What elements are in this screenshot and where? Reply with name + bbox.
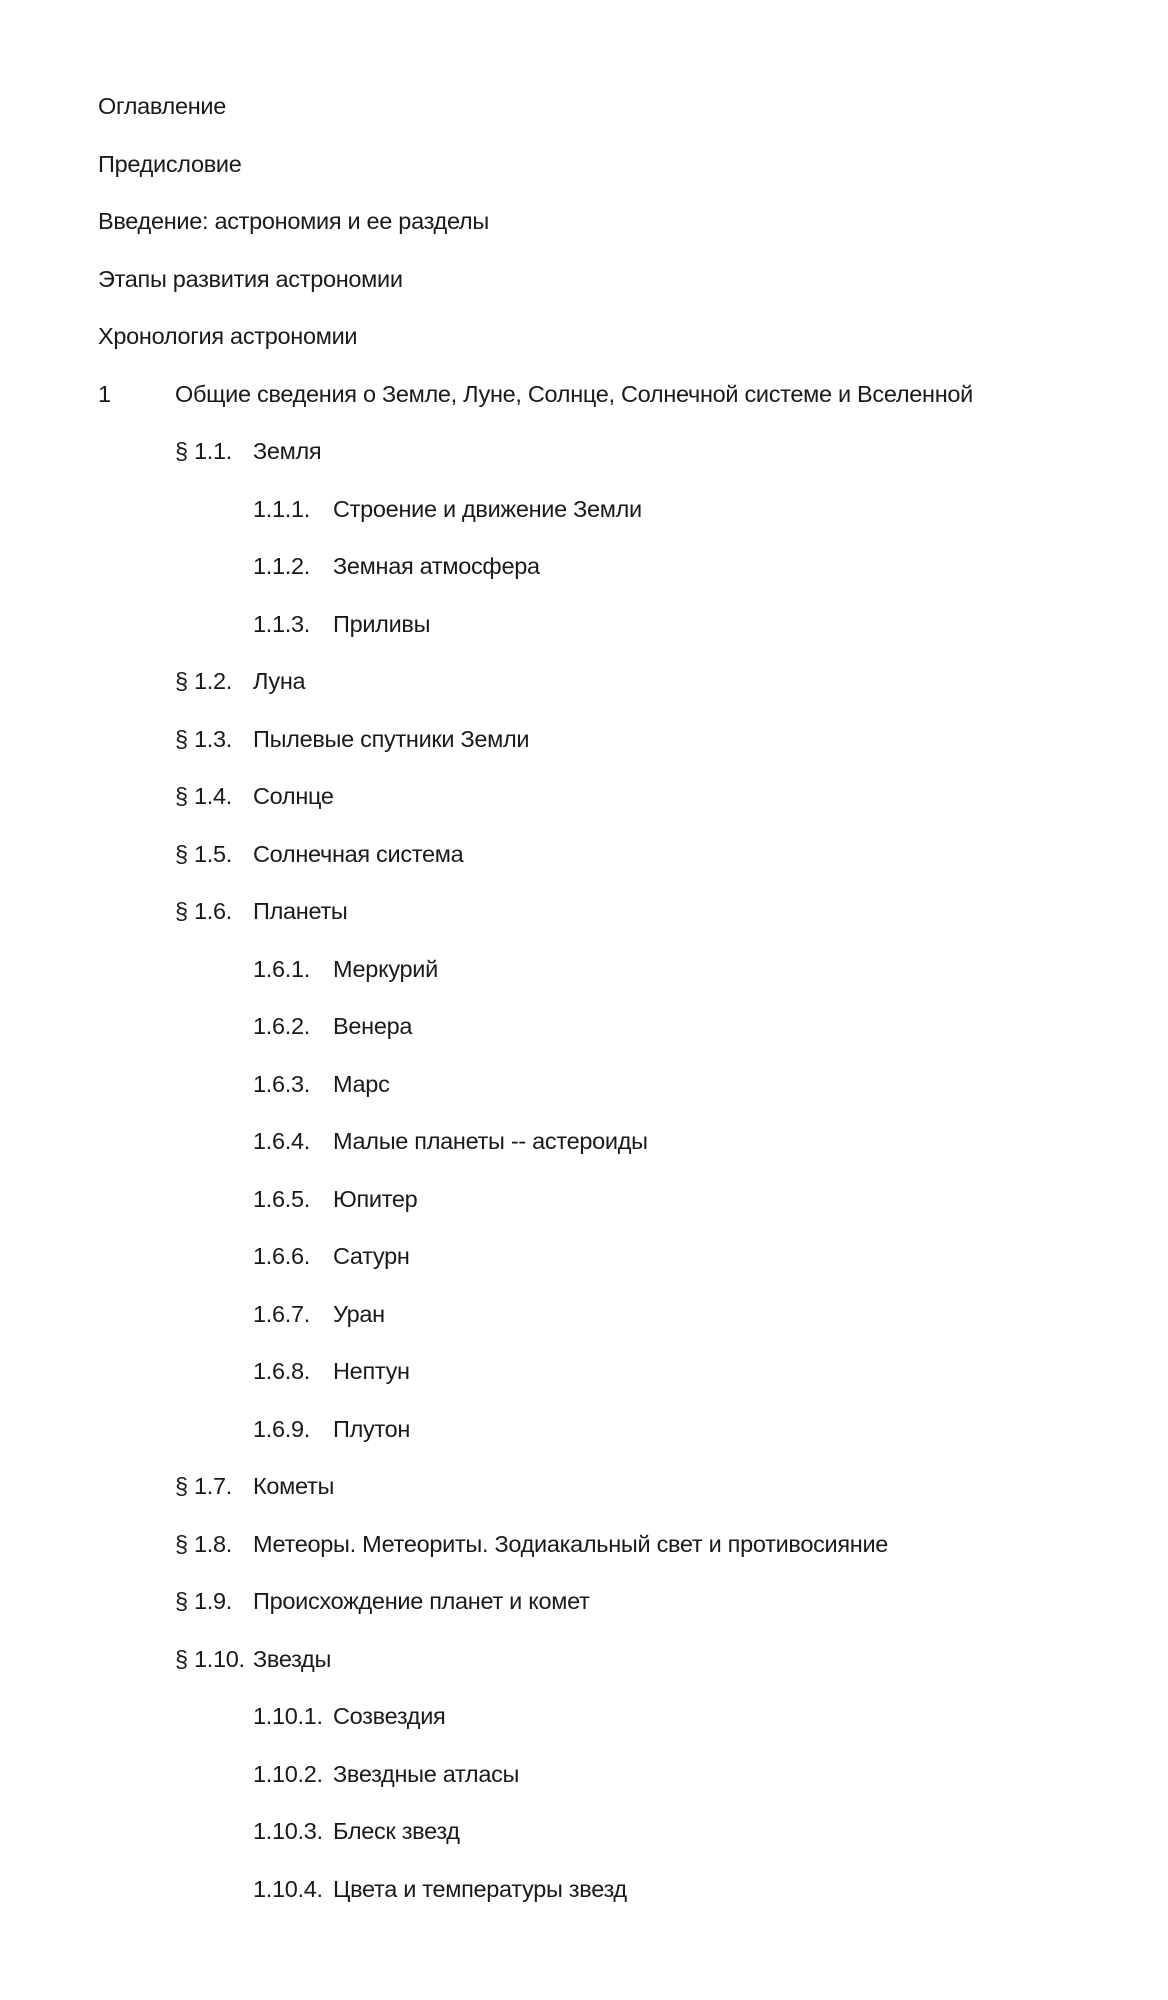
toc-entry-number: § 1.4. [175,783,232,809]
toc-entry-title: Венера [333,1013,413,1039]
toc-entry-title: Приливы [333,610,431,637]
toc-entry[interactable] [0,136,1168,194]
toc-entry-title: Звезды [253,1645,332,1672]
toc-entry-number: 1.6.8. [253,1358,310,1384]
toc-entry[interactable] [0,711,1168,769]
toc-entry-number: 1.10.1. [253,1703,323,1729]
toc-entry[interactable] [0,78,1168,136]
toc-entry-title: Солнечная система [253,840,464,867]
toc-entry[interactable] [0,366,1168,424]
toc-entry-number: § 1.9. [175,1588,232,1614]
toc-entry-title: Блеск звезд [333,1818,460,1844]
toc-entry-number: 1.10.2. [253,1760,323,1787]
toc-entry-title: Плутон [333,1415,411,1442]
toc-entry-title: Земная атмосфера [333,553,540,579]
toc-entry-number: 1.10.3. [253,1818,323,1844]
toc-entry[interactable] [0,1803,1168,1861]
toc-entry[interactable] [0,1343,1168,1401]
toc-entry-title: Луна [253,668,306,694]
toc-entry-title: Введение: астрономия и ее разделы [98,208,489,234]
toc-entry-title: Планеты [253,898,348,924]
toc-entry-number: 1.6.1. [253,955,310,982]
toc-entry[interactable] [0,941,1168,999]
toc-entry[interactable] [0,998,1168,1056]
toc-entry[interactable] [0,308,1168,366]
toc-entry-title: Земля [253,438,322,464]
toc-entry-title: Нептун [333,1358,410,1384]
toc-entry-number: § 1.6. [175,898,232,924]
toc-entry-number: § 1.3. [175,725,232,752]
toc-entry-number: 1.6.9. [253,1415,310,1442]
toc-entry-number: § 1.5. [175,840,232,867]
toc-entry-title: Оглавление [98,93,227,119]
toc-entry[interactable] [0,1573,1168,1631]
toc-entry-number: 1.1.3. [253,610,310,637]
toc-entry[interactable] [0,1286,1168,1344]
toc-entry-number: 1.6.3. [253,1070,310,1097]
toc-entry-title: Меркурий [333,955,438,982]
toc-entry-title: Сатурн [333,1243,410,1269]
toc-entry-title: Уран [333,1300,385,1327]
toc-entry-number: 1.6.2. [253,1013,310,1039]
table-of-contents [0,78,1168,1918]
toc-entry-number: 1.6.6. [253,1243,310,1269]
toc-entry[interactable] [0,768,1168,826]
toc-entry[interactable] [0,1516,1168,1574]
toc-entry-title: Общие сведения о Земле, Луне, Солнце, Солнечной системе и Вселенной [175,380,974,407]
toc-entry[interactable] [0,883,1168,941]
toc-entry-title: Хронология астрономии [98,323,358,349]
toc-entry-title: Пылевые спутники Земли [253,725,530,752]
toc-entry-number: § 1.8. [175,1530,232,1557]
toc-entry[interactable] [0,1861,1168,1919]
toc-entry[interactable] [0,193,1168,251]
toc-entry[interactable] [0,596,1168,654]
toc-entry-number: 1.6.4. [253,1128,310,1154]
toc-entry[interactable] [0,1688,1168,1746]
toc-entry[interactable] [0,1458,1168,1516]
toc-entry-title: Малые планеты -- астероиды [333,1128,648,1154]
toc-entry[interactable] [0,1113,1168,1171]
toc-entry[interactable] [0,538,1168,596]
toc-entry[interactable] [0,481,1168,539]
toc-entry-title: Происхождение планет и комет [253,1588,590,1614]
toc-entry-number: 1 [98,380,111,407]
toc-entry-title: Кометы [253,1473,335,1499]
toc-entry-title: Звездные атласы [333,1760,520,1787]
toc-entry-number: 1.1.2. [253,553,310,579]
toc-entry-number: § 1.2. [175,668,232,694]
toc-entry-title: Марс [333,1070,390,1097]
toc-entry-title: Юпитер [333,1185,418,1212]
toc-entry-number: § 1.10. [175,1645,245,1672]
toc-entry-number: 1.1.1. [253,495,310,522]
toc-entry[interactable] [0,1171,1168,1229]
toc-entry-number: § 1.1. [175,438,232,464]
toc-entry[interactable] [0,423,1168,481]
toc-entry-title: Солнце [253,783,334,809]
toc-entry-title: Цвета и температуры звезд [333,1875,627,1902]
toc-entry[interactable] [0,251,1168,309]
toc-entry[interactable] [0,1401,1168,1459]
toc-entry[interactable] [0,1746,1168,1804]
toc-entry-title: Предисловие [98,150,242,177]
toc-entry-number: 1.6.7. [253,1300,310,1327]
toc-entry-title: Строение и движение Земли [333,495,642,522]
toc-entry[interactable] [0,1631,1168,1689]
toc-entry-number: § 1.7. [175,1473,232,1499]
toc-entry-number: 1.6.5. [253,1185,310,1212]
toc-entry[interactable] [0,1056,1168,1114]
toc-entry[interactable] [0,1228,1168,1286]
toc-entry[interactable] [0,826,1168,884]
toc-entry[interactable] [0,653,1168,711]
toc-entry-title: Этапы развития астрономии [98,265,403,292]
toc-entry-number: 1.10.4. [253,1875,323,1902]
toc-entry-title: Метеоры. Метеориты. Зодиакальный свет и противосияние [253,1530,889,1557]
toc-entry-title: Созвездия [333,1703,446,1729]
